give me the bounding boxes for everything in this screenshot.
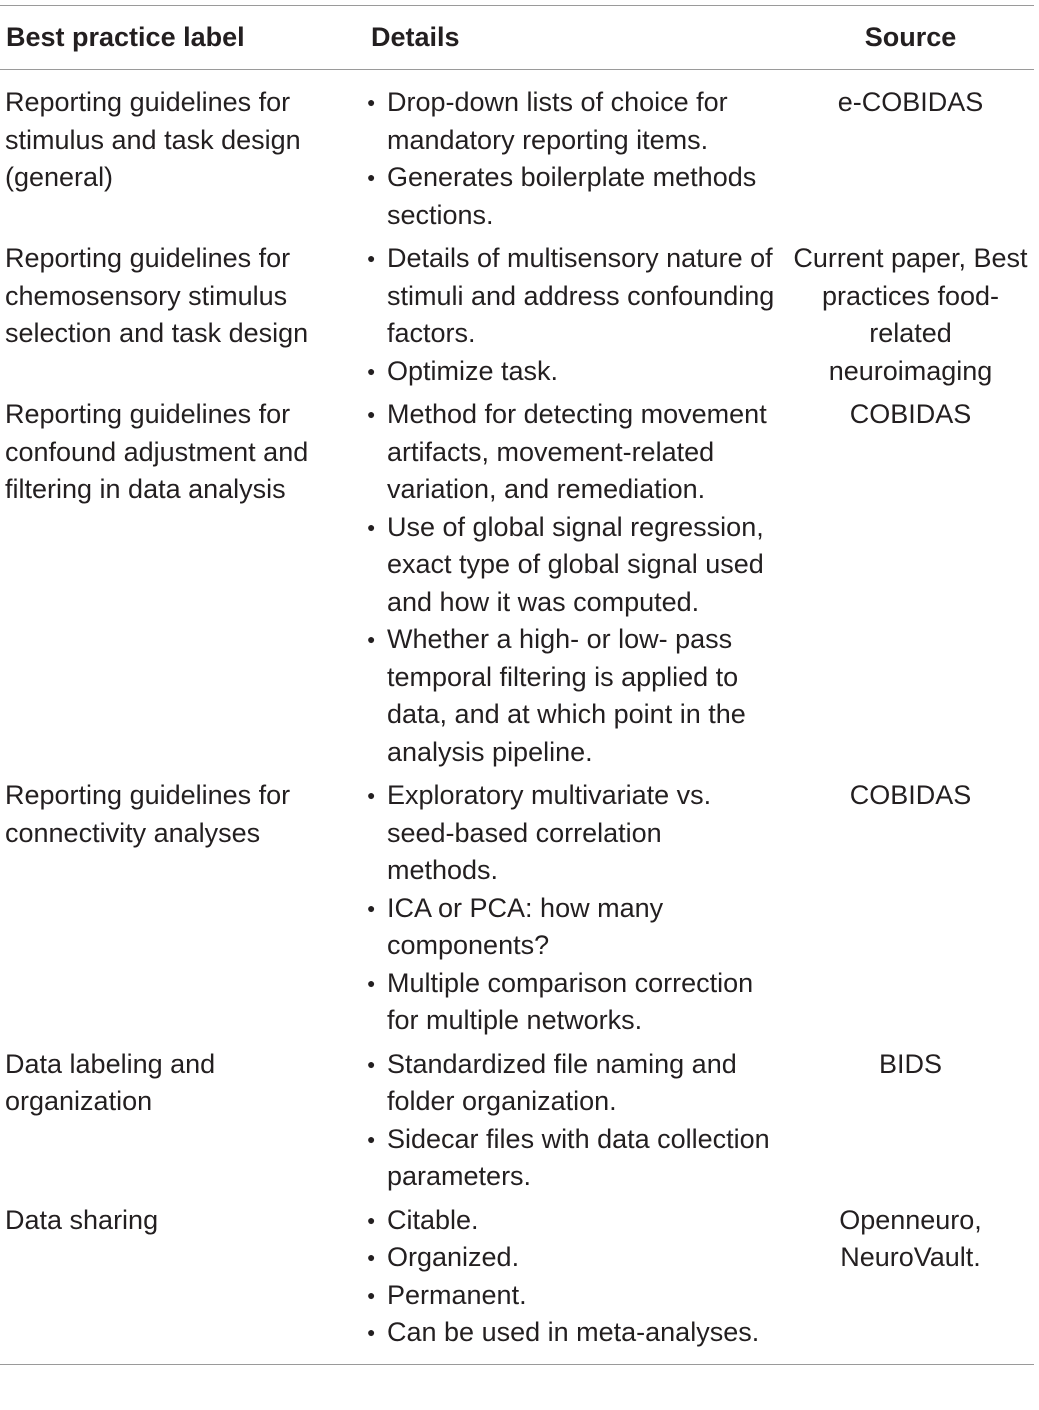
details-text: Whether a high- or low- pass temporal filtering is applied to data, and at which point in the analysis pipeline. — [387, 624, 746, 767]
details-list — [365, 1046, 775, 1196]
details-list — [365, 240, 775, 390]
details-text: Details of multisensory nature of stimuli and address confounding factors. — [387, 243, 775, 348]
details-list — [365, 84, 775, 234]
details-text: Citable. — [387, 1204, 479, 1235]
bullet-icon: ● — [367, 1211, 376, 1228]
row-source: Current paper, Best practices food-related neuroimaging — [793, 243, 1028, 386]
details-list-item — [365, 84, 775, 159]
row-source: Openneuro, NeuroVault. — [839, 1204, 982, 1272]
bullet-icon: ● — [367, 1249, 376, 1265]
header-details: Details — [371, 22, 460, 52]
row-label: Reporting guidelines for confound adjustment and filtering in data analysis — [5, 399, 309, 504]
details-list — [365, 396, 775, 771]
details-list-item — [365, 1239, 775, 1277]
details-text: Sidecar files with data collection parameters. — [387, 1123, 770, 1191]
bullet-icon: ● — [367, 250, 376, 266]
bullet-icon: ● — [367, 362, 376, 379]
details-list-item — [365, 159, 775, 234]
details-text: Exploratory multivariate vs. seed-based correlation methods. — [387, 780, 712, 885]
bullet-icon: ● — [367, 169, 376, 185]
bullet-icon: ● — [367, 974, 376, 991]
header-label: Best practice label — [6, 22, 245, 52]
details-text: Standardized file naming and folder organization. — [387, 1048, 737, 1116]
row-details — [365, 1202, 775, 1352]
best-practices-table — [0, 5, 1034, 1365]
details-list-item — [365, 965, 775, 1040]
details-list-item — [365, 1277, 775, 1315]
details-text: Permanent. — [387, 1279, 527, 1310]
details-text: Generates boilerplate methods sections. — [387, 162, 757, 230]
details-list — [365, 1202, 775, 1352]
bullet-icon: ● — [367, 1324, 376, 1340]
row-label: Data sharing — [5, 1204, 159, 1235]
row-details — [365, 777, 775, 1040]
table-row — [0, 1046, 1034, 1196]
row-source: COBIDAS — [849, 399, 972, 429]
row-label: Reporting guidelines for chemosensory stimulus selection and task design — [5, 243, 309, 348]
details-text: Method for detecting movement artifacts, movement-related variation, and remediation. — [387, 399, 767, 504]
table-row — [0, 1202, 1034, 1352]
details-list-item — [365, 1046, 775, 1121]
bullet-icon: ● — [367, 406, 376, 422]
header-source: Source — [864, 22, 957, 52]
table-row — [0, 84, 1034, 234]
row-label: Data labeling and organization — [5, 1048, 216, 1116]
row-label: Reporting guidelines for connectivity analyses — [5, 780, 291, 848]
details-text: Multiple comparison correction for multiple networks. — [387, 967, 754, 1035]
bullet-icon: ● — [367, 787, 376, 803]
details-text: Organized. — [387, 1242, 520, 1272]
details-text: Use of global signal regression, exact type of global signal used and how it was computed. — [387, 511, 764, 617]
details-list-item — [365, 509, 775, 622]
details-list-item — [365, 1121, 775, 1196]
details-list-item — [365, 396, 775, 509]
bullet-icon: ● — [367, 1286, 376, 1303]
table-row — [0, 240, 1034, 390]
details-list-item — [365, 777, 775, 890]
table-row — [0, 777, 1034, 1040]
row-source: COBIDAS — [849, 780, 972, 810]
bullet-icon: ● — [367, 1130, 376, 1147]
table-header — [0, 6, 1034, 70]
row-details — [365, 396, 775, 771]
bullet-icon: ● — [367, 899, 376, 916]
row-label: Reporting guidelines for stimulus and task design (general) — [5, 87, 301, 192]
row-details — [365, 84, 775, 234]
details-list-item — [365, 621, 775, 771]
details-list-item — [365, 240, 775, 353]
row-details — [365, 1046, 775, 1196]
details-text: Drop-down lists of choice for mandatory reporting items. — [387, 87, 728, 155]
details-list-item — [365, 890, 775, 965]
details-text: Optimize task. — [387, 355, 559, 386]
bullet-icon: ● — [367, 94, 376, 110]
row-details — [365, 240, 775, 390]
details-text: Can be used in meta-analyses. — [387, 1317, 760, 1347]
table-row — [0, 396, 1034, 771]
bullet-icon: ● — [367, 1055, 376, 1072]
table-body — [0, 70, 1034, 1364]
details-list-item — [365, 353, 775, 391]
bullet-icon: ● — [367, 631, 376, 647]
details-text: ICA or PCA: how many components? — [387, 892, 664, 960]
row-source: BIDS — [878, 1048, 943, 1079]
bullet-icon: ● — [367, 518, 376, 535]
row-source: e-COBIDAS — [837, 87, 984, 117]
details-list — [365, 777, 775, 1040]
details-list-item — [365, 1314, 775, 1352]
details-list-item — [365, 1202, 775, 1240]
